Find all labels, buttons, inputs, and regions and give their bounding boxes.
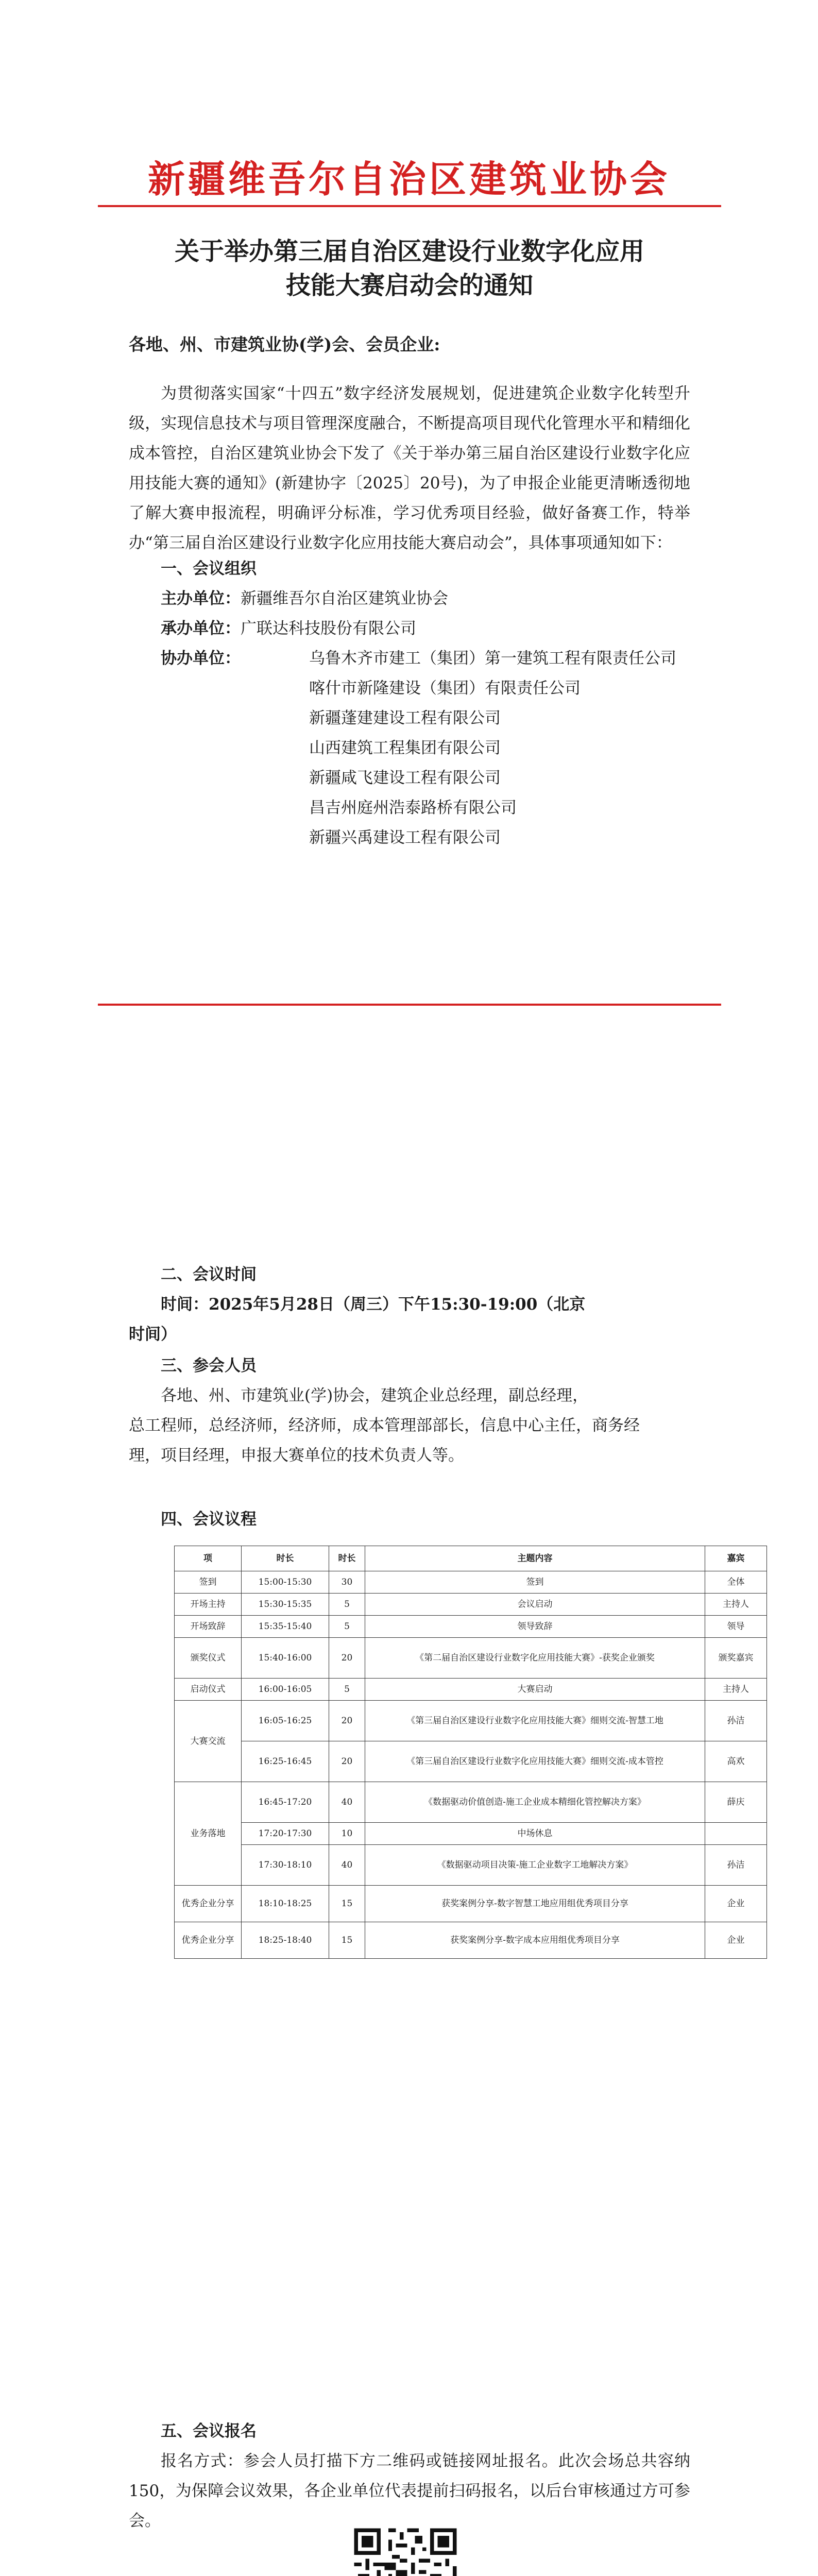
cell-duration: 40: [329, 1782, 365, 1823]
meeting-time-line-1: 时间：2025年5月28日（周三）下午15:30-19:00（北京: [161, 1295, 586, 1314]
table-row: [175, 1741, 767, 1782]
intro-paragraph: 为贯彻落实国家“十四五”数字经济发展规划，促进建筑企业数字化转型升级，实现信息技术与项目管理深度融合，不断提高项目现代化管理水平和精细化成本管控，自治区建筑业协会下发了《关于举办第三届自治区建设行业数字化应用技能大赛的通知》(新建协字〔2025〕20号)，为了申报企业能更清晰透彻地了解大赛申报流程，明确评分标准，学习优秀项目经验，做好备赛工作，特举办“第三届自治区建设行业数字化应用技能大赛启动会”，具体事项通知如下：: [129, 384, 690, 552]
col-item: 项: [175, 1546, 242, 1571]
red-divider-bottom: [98, 1004, 721, 1006]
cell-time: 15:35-15:40: [242, 1616, 329, 1638]
col-duration: 时长: [329, 1546, 365, 1571]
cell-guest: 孙洁: [705, 1701, 767, 1741]
cell-topic: 《数据驱动价值创造-施工企业成本精细化管控解决方案》: [365, 1782, 705, 1823]
cell-duration: 5: [329, 1679, 365, 1701]
cell-time: 16:45-17:20: [242, 1782, 329, 1823]
section-1-heading: 一、会议组织: [161, 560, 257, 578]
co-organizer-item: 新疆咸飞建设工程有限公司: [309, 769, 501, 787]
cell-item: 开场主持: [175, 1594, 242, 1616]
cell-guest: 全体: [705, 1571, 767, 1594]
co-organizer-item: 喀什市新隆建设（集团）有限责任公司: [309, 679, 581, 698]
title-line-2: 技能大赛启动会的通知: [285, 271, 533, 300]
cell-duration: 40: [329, 1845, 365, 1886]
co-organizer-item: 新疆蓬建建设工程有限公司: [309, 709, 501, 727]
cell-duration: 10: [329, 1823, 365, 1845]
table-row: [175, 1571, 767, 1594]
title-line-1: 关于举办第三届自治区建设行业数字化应用: [174, 237, 644, 266]
cell-duration: 30: [329, 1571, 365, 1594]
cell-item: 优秀企业分享: [175, 1886, 242, 1922]
meeting-time-line-2: 时间）: [129, 1325, 177, 1344]
cell-item: 业务落地: [175, 1782, 242, 1886]
agenda-header-row: [175, 1546, 767, 1571]
greeting: 各地、州、市建筑业协(学)会、会员企业:: [129, 334, 440, 354]
col-topic: 主题内容: [365, 1546, 705, 1571]
cell-duration: 20: [329, 1638, 365, 1679]
table-row: [175, 1823, 767, 1845]
attendees-line-3: 理，项目经理，申报大赛单位的技术负责人等。: [129, 1446, 464, 1465]
cell-duration: 20: [329, 1741, 365, 1782]
org-name-header: 新疆维吾尔自治区建筑业协会: [147, 157, 670, 201]
table-row: [175, 1594, 767, 1616]
cell-time: 18:10-18:25: [242, 1886, 329, 1922]
col-guest: 嘉宾: [705, 1546, 767, 1571]
cell-guest: 企业: [705, 1922, 767, 1959]
cell-time: 16:00-16:05: [242, 1679, 329, 1701]
document-title: [129, 234, 690, 302]
cell-topic: 中场休息: [365, 1823, 705, 1845]
table-row: [175, 1679, 767, 1701]
cell-item: 签到: [175, 1571, 242, 1594]
cell-guest: 主持人: [705, 1679, 767, 1701]
attendees-line-2: 总工程师，总经济师，经济师，成本管理部部长，信息中心主任，商务经: [129, 1416, 640, 1435]
organizer-value: 广联达科技股份有限公司: [241, 619, 416, 638]
cell-time: 17:30-18:10: [242, 1845, 329, 1886]
cell-time: 15:30-15:35: [242, 1594, 329, 1616]
cell-guest: 孙洁: [705, 1845, 767, 1886]
cell-time: 16:05-16:25: [242, 1701, 329, 1741]
cell-time: 15:00-15:30: [242, 1571, 329, 1594]
co-organizer-item: 山西建筑工程集团有限公司: [309, 739, 501, 757]
cell-topic: 《第三届自治区建设行业数字化应用技能大赛》细则交流-成本管控: [365, 1741, 705, 1782]
cell-topic: 大赛启动: [365, 1679, 705, 1701]
cell-item: 开场致辞: [175, 1616, 242, 1638]
cell-topic: 获奖案例分享-数字智慧工地应用组优秀项目分享: [365, 1886, 705, 1922]
cell-guest: 薛庆: [705, 1782, 767, 1823]
table-row: [175, 1616, 767, 1638]
co-organizer-item: 昌吉州庭州浩泰路桥有限公司: [309, 799, 517, 817]
cell-duration: 15: [329, 1922, 365, 1959]
cell-guest: 领导: [705, 1616, 767, 1638]
cell-topic: 《第三届自治区建设行业数字化应用技能大赛》细则交流-智慧工地: [365, 1701, 705, 1741]
table-row: [175, 1886, 767, 1922]
cell-time: 17:20-17:30: [242, 1823, 329, 1845]
cell-topic: 《第二届自治区建设行业数字化应用技能大赛》-获奖企业颁奖: [365, 1638, 705, 1679]
agenda-table: [174, 1546, 767, 1959]
co-organizer-item: 乌鲁木齐市建工（集团）第一建筑工程有限责任公司: [309, 649, 676, 668]
section-4-heading: 四、会议议程: [161, 1510, 257, 1529]
cell-guest: [705, 1823, 767, 1845]
table-row: [175, 1782, 767, 1823]
red-divider-top: [98, 205, 721, 207]
attendees-line-1: 各地、州、市建筑业(学)协会，建筑企业总经理，副总经理，: [161, 1386, 589, 1405]
cell-guest: 企业: [705, 1886, 767, 1922]
cell-duration: 15: [329, 1886, 365, 1922]
cell-item: 启动仪式: [175, 1679, 242, 1701]
table-row: [175, 1638, 767, 1679]
co-organizer-item: 新疆兴禹建设工程有限公司: [309, 828, 501, 847]
cell-time: 18:25-18:40: [242, 1922, 329, 1959]
host-value: 新疆维吾尔自治区建筑业协会: [241, 589, 448, 608]
cell-topic: 会议启动: [365, 1594, 705, 1616]
section-2-heading: 二、会议时间: [161, 1265, 257, 1284]
cell-guest: 颁奖嘉宾: [705, 1638, 767, 1679]
host-label: 主办单位：: [161, 589, 241, 608]
cell-item: 优秀企业分享: [175, 1922, 242, 1959]
cell-duration: 5: [329, 1594, 365, 1616]
cell-topic: 签到: [365, 1571, 705, 1594]
registration-text: 报名方式：参会人员打描下方二维码或链接网址报名。此次会场总共容纳150，为保障会议效果，各企业单位代表提前扫码报名，以后台审核通过方可参会。: [129, 2452, 690, 2530]
host-row: [161, 584, 448, 614]
table-row: [175, 1701, 767, 1741]
table-row: [175, 1845, 767, 1886]
cell-item: 大赛交流: [175, 1701, 242, 1782]
registration-qr-code[interactable]: [350, 2524, 461, 2576]
cell-guest: 高欢: [705, 1741, 767, 1782]
table-row: [175, 1922, 767, 1959]
cell-topic: 获奖案例分享-数字成本应用组优秀项目分享: [365, 1922, 705, 1959]
co-organizer-list: [309, 643, 676, 853]
cell-item: 颁奖仪式: [175, 1638, 242, 1679]
col-time: 时长: [242, 1546, 329, 1571]
cell-duration: 5: [329, 1616, 365, 1638]
organizer-row: [161, 614, 416, 643]
co-organizer-label: 协办单位：: [161, 649, 241, 668]
cell-time: 16:25-16:45: [242, 1741, 329, 1782]
organizer-label: 承办单位：: [161, 619, 241, 638]
section-3-heading: 三、参会人员: [161, 1357, 257, 1375]
cell-topic: 领导致辞: [365, 1616, 705, 1638]
cell-guest: 主持人: [705, 1594, 767, 1616]
cell-time: 15:40-16:00: [242, 1638, 329, 1679]
cell-topic: 《数据驱动项目决策-施工企业数字工地解决方案》: [365, 1845, 705, 1886]
cell-duration: 20: [329, 1701, 365, 1741]
section-5-heading: 五、会议报名: [161, 2422, 257, 2441]
